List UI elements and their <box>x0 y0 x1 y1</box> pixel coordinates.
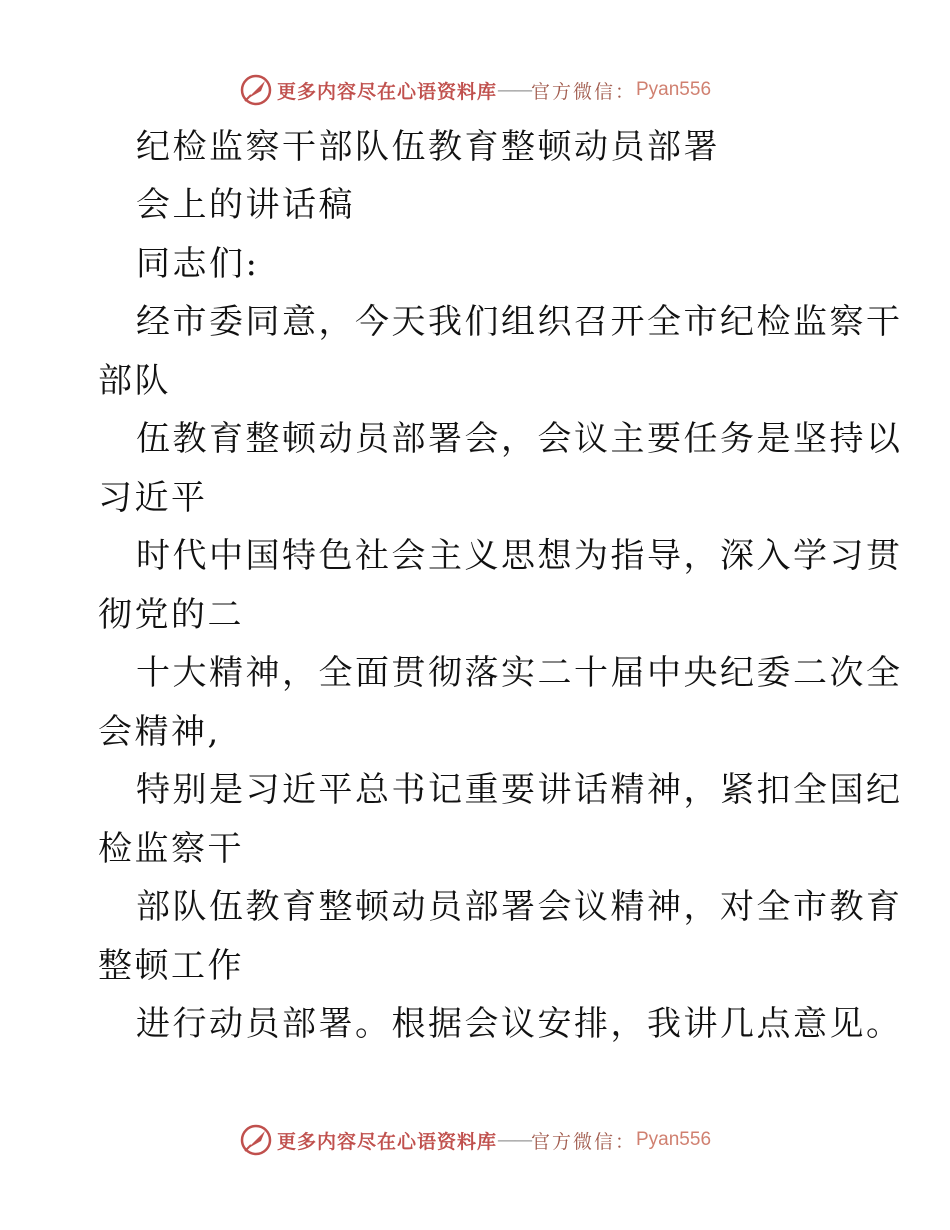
watermark-dash: —— <box>496 1129 531 1151</box>
footer-watermark <box>0 1120 950 1160</box>
paragraph-line: 彻党的二 <box>98 595 244 635</box>
paragraph-line: 进行动员部署。根据会议安排，我讲几点意见。 <box>136 1004 903 1044</box>
watermark-main-text: 更多内容尽在心语资料库 <box>276 1130 497 1153</box>
paragraph-line: 经市委同意，今天我们组织召开全市纪检监察干 <box>136 302 903 342</box>
paragraph-line: 部队 <box>98 361 171 401</box>
watermark-dash: —— <box>496 79 531 101</box>
paragraph-line: 习近平 <box>98 478 208 518</box>
watermark-wechat-id: Pyan556 <box>636 1129 712 1150</box>
paragraph-line: 十大精神，全面贯彻落实二十届中央纪委二次全 <box>136 653 903 693</box>
document-title-line-2: 会上的讲话稿 <box>136 185 355 225</box>
salutation: 同志们: <box>136 244 260 284</box>
quill-logo-icon <box>239 73 273 107</box>
paragraph-line: 部队伍教育整顿动员部署会议精神，对全市教育 <box>136 887 903 927</box>
paragraph-line: 会精神, <box>98 712 221 752</box>
paragraph-line: 整顿工作 <box>98 946 244 986</box>
watermark-main-text: 更多内容尽在心语资料库 <box>276 80 497 103</box>
watermark-label: 官方微信： <box>530 1130 636 1153</box>
watermark-wechat-id: Pyan556 <box>636 79 712 100</box>
paragraph-line: 检监察干 <box>98 829 244 869</box>
paragraph-line: 特别是习近平总书记重要讲话精神，紧扣全国纪 <box>136 770 903 810</box>
document-title-line-1: 纪检监察干部队伍教育整顿动员部署 <box>136 127 720 167</box>
paragraph-line: 时代中国特色社会主义思想为指导，深入学习贯 <box>136 536 903 576</box>
quill-logo-icon <box>239 1123 273 1157</box>
paragraph-line: 伍教育整顿动员部署会，会议主要任务是坚持以 <box>136 419 903 459</box>
watermark-label: 官方微信： <box>530 80 636 103</box>
header-watermark <box>0 70 950 110</box>
